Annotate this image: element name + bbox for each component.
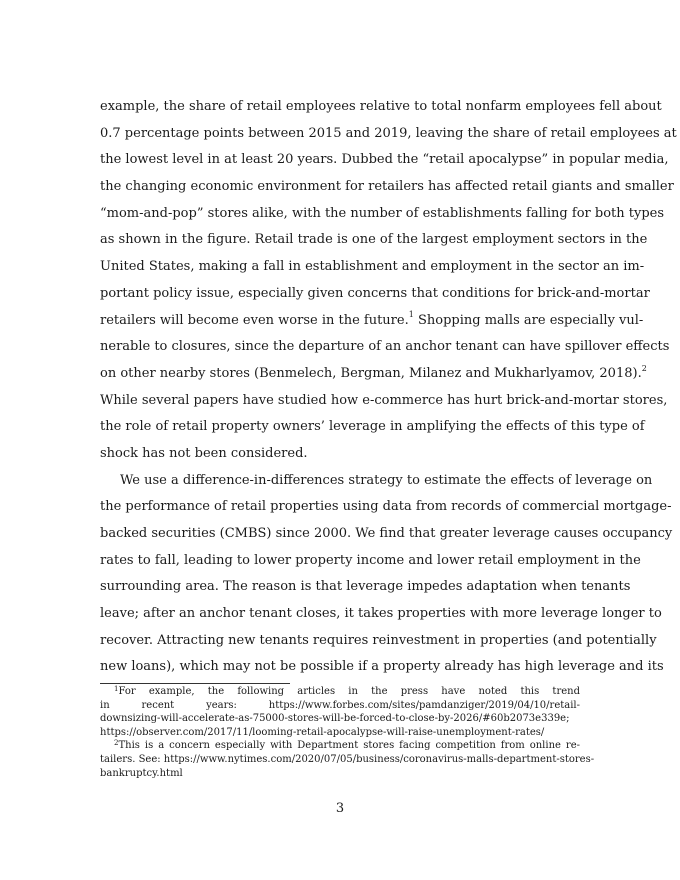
text-line <box>100 308 644 335</box>
footnote-1-line: downsizing-will-accelerate-as-75000-stores-will-be-forced-to-close-by-2026/#60b2073e339e; <box>100 713 570 725</box>
text-line: as shown in the figure. Retail trade is one of the largest employment sectors in the <box>100 232 648 248</box>
text-segment: Shopping malls are especially vul- <box>417 312 644 328</box>
footnote-1-line: in recent years: https://www.forbes.com/sites/pamdanziger/2019/04/10/retail- <box>100 699 580 711</box>
text-line: rates to fall, leading to lower property income and lower retail employment in the <box>100 552 641 568</box>
text-line: the changing economic environment for retailers has affected retail giants and smaller <box>100 179 674 195</box>
footnote-divider <box>100 683 290 684</box>
footnote-text: For example, the following articles in the press have noted this trend <box>118 686 580 697</box>
text-line: portant policy issue, especially given concerns that conditions for brick-and-mortar <box>100 285 650 301</box>
text-line: backed securities (CMBS) since 2000. We find that greater leverage causes occupancy <box>100 526 673 541</box>
footnote-ref-1[interactable]: 1 <box>408 310 414 320</box>
footnote-text: This is a concern especially with Department stores facing competition from online re- <box>118 740 580 752</box>
text-line <box>100 361 647 388</box>
text-line: the lowest level in at least 20 years. Dubbed the “retail apocalypse” in popular media, <box>100 152 669 168</box>
text-line: “mom-and-pop” stores alike, with the number of establishments falling for both types <box>100 205 665 221</box>
footnotes <box>100 685 595 780</box>
page-number: 3 <box>335 801 345 816</box>
text-line: shock has not been considered. <box>100 445 308 461</box>
body-text <box>100 94 677 681</box>
text-line: leave; after an anchor tenant closes, it takes properties with more leverage longer to <box>100 606 662 622</box>
text-line: the role of retail property owners’ leverage in amplifying the effects of this type of <box>100 419 645 435</box>
footnote-2-line[interactable]: bankruptcy.html <box>100 767 183 779</box>
text-line: United States, making a fall in establishment and employment in the sector an im- <box>100 259 645 275</box>
text-segment: on other nearby stores (Benmelech, Bergman, Milanez and Mukharlyamov, 2018). <box>100 365 642 381</box>
text-segment: retailers will become even worse in the future. <box>100 312 409 328</box>
text-line: recover. Attracting new tenants requires reinvestment in properties (and potentially <box>100 632 657 648</box>
footnote-2-line <box>100 739 580 753</box>
text-line: the performance of retail properties using data from records of commercial mortgage- <box>100 499 672 515</box>
text-line: nerable to closures, since the departure of an anchor tenant can have spillover effects <box>100 339 670 355</box>
footnote-mark: 2 <box>114 739 119 748</box>
text-line: example, the share of retail employees relative to total nonfarm employees fell about <box>100 99 662 114</box>
footnote-1-line <box>100 685 580 699</box>
footnote-ref-2[interactable]: 2 <box>641 363 647 373</box>
text-line: While several papers have studied how e-commerce has hurt brick-and-mortar stores, <box>100 392 668 408</box>
text-line: new loans), which may not be possible if a property already has high leverage and its <box>100 659 664 675</box>
text-line: 0.7 percentage points between 2015 and 2019, leaving the share of retail employees at <box>100 125 677 141</box>
footnote-2-line[interactable]: tailers. See: https://www.nytimes.com/2020/07/05/business/coronavirus-malls-department-stores- <box>100 753 595 765</box>
footnote-1-line[interactable]: https://observer.com/2017/11/looming-retail-apocalypse-will-raise-unemployment-rates/ <box>100 726 545 738</box>
text-line: We use a difference-in-differences strategy to estimate the effects of leverage on <box>120 472 653 488</box>
footnote-mark: 1 <box>114 685 119 693</box>
text-line: surrounding area. The reason is that leverage impedes adaptation when tenants <box>100 579 631 595</box>
